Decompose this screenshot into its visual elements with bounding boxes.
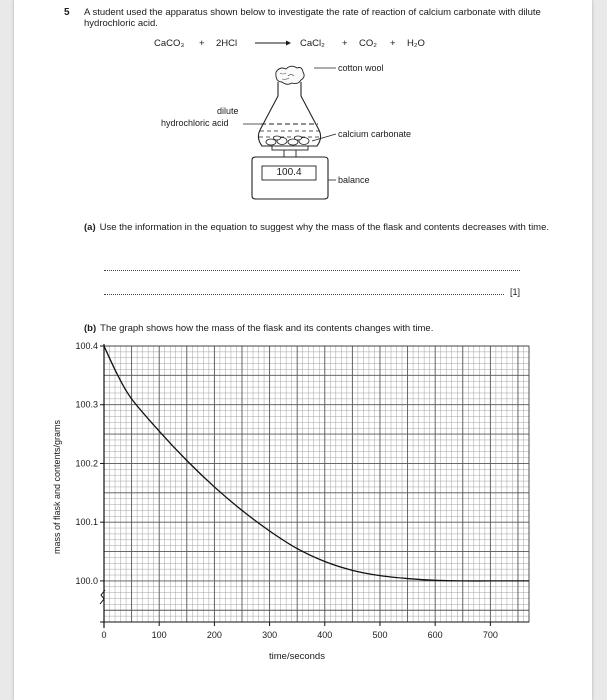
label-acid-line-1: dilute: [217, 106, 239, 116]
equation-product-3: H₂O: [407, 38, 425, 49]
y-axis-label: mass of flask and contents/grams: [52, 419, 62, 555]
exam-page: [14, 0, 592, 700]
part-b-tag: (b): [84, 323, 97, 334]
y-tick-label: 100.2: [75, 458, 98, 469]
part-a-marks: [1]: [510, 287, 521, 297]
x-tick-label: 600: [427, 630, 443, 640]
x-tick-label: 700: [482, 630, 498, 640]
x-tick-label: 200: [206, 630, 222, 640]
part-b-text: The graph shows how the mass of the flask and its contents changes with time.: [100, 323, 434, 334]
equation-plus-3: +: [390, 38, 396, 49]
part-a-tag: (a): [84, 222, 96, 233]
y-tick-label: 100.1: [75, 517, 98, 528]
part-a-text: Use the information in the equation to suggest why the mass of the flask and contents decreases with time.: [99, 222, 550, 233]
chart-axes: [100, 344, 529, 628]
x-tick-label: 0: [101, 630, 107, 640]
chart-ticks: [75, 341, 497, 640]
y-tick-label: 100.4: [75, 341, 98, 351]
y-tick-label: 100.0: [75, 575, 98, 586]
x-axis-label: time/seconds: [269, 651, 325, 662]
mass-time-graph: [14, 0, 592, 700]
balance-reading: 100.4: [276, 167, 302, 178]
x-tick-label: 400: [317, 630, 333, 640]
label-balance: balance: [338, 175, 370, 185]
equation-plus-1: +: [199, 38, 205, 49]
x-tick-label: 500: [372, 630, 388, 640]
question-number: 5: [64, 7, 70, 18]
question-intro: A student used the apparatus shown below to investigate the rate of reaction of calcium carbonate with dilute hydrochloric acid.: [84, 7, 541, 29]
label-cotton-wool: cotton wool: [338, 63, 384, 73]
label-calcium-carbonate: calcium carbonate: [338, 129, 412, 139]
equation-product-2: CO₂: [359, 38, 377, 49]
equation-plus-2: +: [342, 38, 348, 49]
y-tick-label: 100.3: [75, 399, 98, 410]
label-acid-line-2: hydrochloric acid: [161, 118, 229, 128]
x-tick-label: 100: [151, 630, 167, 640]
equation-reactant-1: CaCO₃: [154, 38, 185, 49]
x-tick-label: 300: [262, 630, 278, 640]
equation-reactant-2: 2HCl: [216, 38, 238, 49]
equation-product-1: CaCl₂: [300, 38, 325, 49]
